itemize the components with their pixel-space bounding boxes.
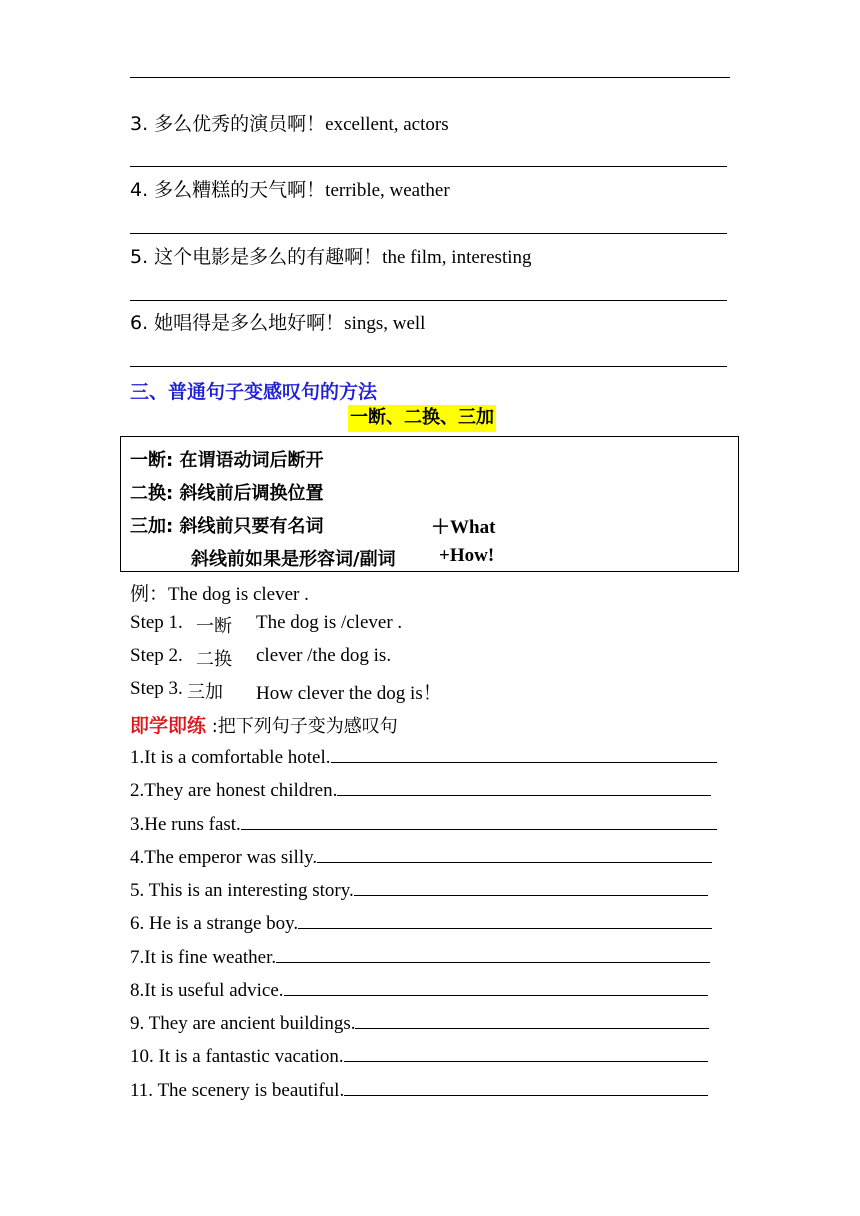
rule-label: 一断: <box>130 450 174 471</box>
example-step-3 <box>130 678 183 700</box>
rule-4-add <box>439 545 494 567</box>
practice-text: 6. He is a strange boy. <box>130 913 299 934</box>
example-label: 例：The dog is clever . <box>130 584 309 605</box>
step-name: 二换 <box>196 649 232 670</box>
practice-item-3 <box>130 811 717 836</box>
practice-item-7 <box>130 944 710 969</box>
answer-line[interactable] <box>130 166 727 167</box>
translate-item-5 <box>130 245 532 269</box>
rule-3-add <box>431 512 495 539</box>
step-name: 三加 <box>187 682 223 703</box>
practice-text: 10. It is a fantastic vacation. <box>130 1046 344 1067</box>
step-text: clever /the dog is. <box>256 645 392 666</box>
answer-blank[interactable] <box>331 744 717 763</box>
step-number: Step 3. <box>130 678 183 699</box>
section-subtitle-wrap <box>348 403 496 429</box>
answer-blank[interactable] <box>241 811 717 830</box>
answer-blank[interactable] <box>276 944 710 963</box>
rule-1 <box>130 446 323 472</box>
item-hint: terrible, weather <box>325 180 450 201</box>
practice-text: 5. This is an interesting story. <box>130 880 354 901</box>
example-step-1 <box>130 612 183 634</box>
translate-item-6 <box>130 311 425 335</box>
practice-text: 9. They are ancient buildings. <box>130 1013 356 1034</box>
answer-blank[interactable] <box>298 910 712 929</box>
step-number: Step 1. <box>130 612 183 633</box>
answer-line[interactable] <box>130 300 727 301</box>
rule-add-what: ＋What <box>431 517 496 538</box>
answer-blank[interactable] <box>284 977 708 996</box>
practice-text: 7.It is fine weather. <box>130 947 277 968</box>
rule-label: 三加: <box>130 516 174 537</box>
rule-3 <box>130 512 323 538</box>
practice-text: 4.The emperor was silly. <box>130 847 318 868</box>
example-step-2 <box>130 645 183 667</box>
step-text: The dog is /clever . <box>256 612 403 633</box>
rule-add-how: +How! <box>439 545 495 566</box>
item-label: 5. 这个电影是多么的有趣啊！ <box>130 246 383 268</box>
practice-text: 3.He runs fast. <box>130 814 241 835</box>
item-label: 6. 她唱得是多么地好啊！ <box>130 312 345 334</box>
step-number: Step 2. <box>130 645 183 666</box>
practice-text: 8.It is useful advice. <box>130 980 284 1001</box>
translate-item-3 <box>130 112 449 136</box>
answer-line[interactable] <box>130 366 727 367</box>
practice-item-11 <box>130 1077 708 1102</box>
practice-item-10 <box>130 1043 708 1068</box>
rule-text: 斜线前如果是形容词/副词 <box>191 549 396 570</box>
item-hint: the film, interesting <box>382 247 532 268</box>
step-text: How clever the dog is！ <box>256 683 442 704</box>
section-title: 三、普通句子变感叹句的方法 <box>130 381 378 403</box>
rule-text: 在谓语动词后断开 <box>179 450 324 471</box>
practice-text: 11. The scenery is beautiful. <box>130 1080 345 1101</box>
rule-text: 斜线前只要有名词 <box>179 516 324 537</box>
practice-instruction: :把下列句子变为感叹句 <box>206 716 398 737</box>
rule-label: 二换: <box>130 483 174 504</box>
practice-heading <box>130 711 398 738</box>
answer-line[interactable] <box>130 233 727 234</box>
step-name: 一断 <box>196 616 232 637</box>
practice-item-5 <box>130 877 708 902</box>
answer-blank[interactable] <box>337 777 711 796</box>
practice-title: 即学即练 <box>130 715 207 737</box>
answer-blank[interactable] <box>355 1010 709 1029</box>
answer-blank[interactable] <box>354 877 708 896</box>
rule-text: 斜线前后调换位置 <box>179 483 324 504</box>
practice-item-9 <box>130 1010 709 1035</box>
practice-text: 2.They are honest children. <box>130 780 338 801</box>
translate-item-4 <box>130 178 450 202</box>
answer-line-top <box>130 77 730 78</box>
section-subtitle: 一断、二换、三加 <box>348 405 496 432</box>
answer-blank[interactable] <box>344 1077 708 1096</box>
practice-item-4 <box>130 844 712 869</box>
item-label: 4. 多么糟糕的天气啊！ <box>130 179 326 201</box>
practice-item-1 <box>130 744 717 769</box>
practice-item-8 <box>130 977 708 1002</box>
answer-blank[interactable] <box>317 844 712 863</box>
rules-box <box>120 436 739 572</box>
practice-item-6 <box>130 910 712 935</box>
item-label: 3. 多么优秀的演员啊！ <box>130 113 326 135</box>
practice-text: 1.It is a comfortable hotel. <box>130 747 331 768</box>
item-hint: sings, well <box>344 313 426 334</box>
answer-blank[interactable] <box>344 1043 708 1062</box>
rule-4 <box>191 545 396 571</box>
item-hint: excellent, actors <box>325 114 449 135</box>
rule-2 <box>130 479 323 505</box>
practice-item-2 <box>130 777 711 802</box>
